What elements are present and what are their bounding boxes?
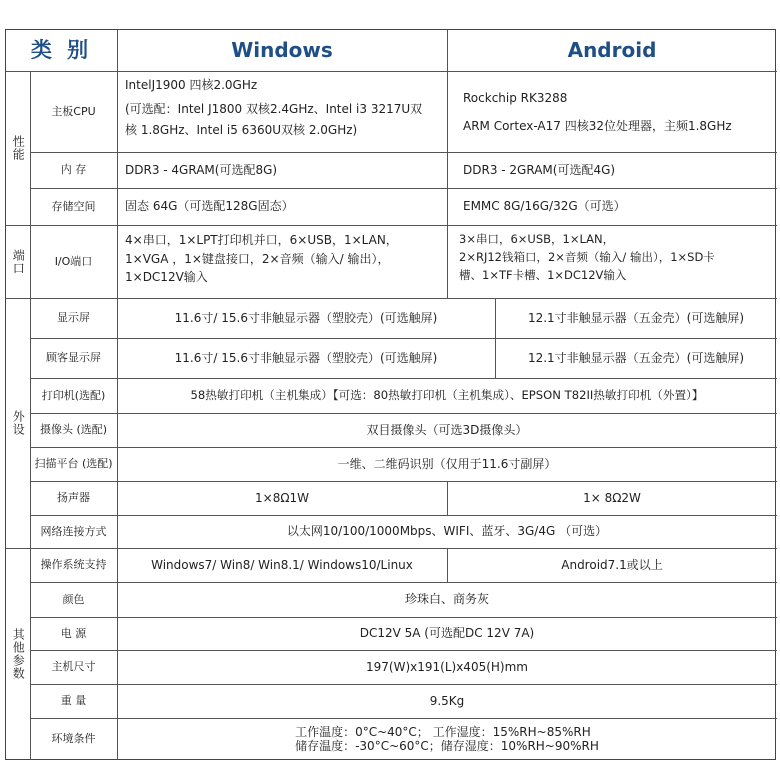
- color-value: 珍珠白、商务灰: [404, 592, 489, 607]
- group-peripherals-cell: [6, 298, 30, 548]
- group-peripherals: 外设: [11, 410, 26, 436]
- speaker-windows: 1×8Ω1W: [255, 490, 309, 505]
- cpu-android-line: ARM Cortex-A17 四核32位处理器，主频1.8GHz: [463, 118, 732, 133]
- color-label: 颜色: [62, 592, 85, 606]
- io-label: I/O端口: [54, 254, 93, 268]
- environment-label: 环境条件: [51, 732, 96, 746]
- group-other: 其他参数: [11, 628, 26, 680]
- storage-label: 存储空间: [51, 199, 96, 213]
- size-label: 主机尺寸: [51, 660, 96, 674]
- speaker-android: 1× 8Ω2W: [583, 490, 641, 505]
- customer-display-windows: 11.6寸/ 15.6寸非触显示器（塑胶壳）(可选触屏): [174, 350, 438, 365]
- customer-display-android: 12.1寸非触显示器（五金壳）(可选触屏): [527, 350, 745, 365]
- io-windows-line: 4×串口，1×LPT打印机并口，6×USB，1×LAN，: [125, 233, 398, 247]
- group-other-cell: [6, 548, 30, 760]
- group-performance-cell: [6, 71, 30, 225]
- io-android-line: 槽、1×TF卡槽、1×DC12V输入: [459, 267, 627, 282]
- io-android: [447, 225, 777, 298]
- group-ports: 端口: [11, 248, 26, 275]
- cpu-windows-line: (可选配：Intel J1800 双核2.4GHz、Intel i3 3217U双: [125, 101, 423, 116]
- os-label: 操作系统支持: [40, 558, 107, 572]
- size-value: 197(W)x191(L)x405(H)mm: [366, 659, 528, 674]
- io-windows-line: 1×DC12V输入: [125, 270, 208, 285]
- os-android: Android7.1或以上: [561, 557, 663, 572]
- environment-line: 工作温度：0°C~40°C； 工作湿度：15%RH~85%RH: [295, 724, 591, 739]
- printer-value: 58热敏打印机（主机集成）【可选：80热敏打印机（主机集成）、EPSON T82II热敏打印机（外置）】: [190, 387, 704, 402]
- display-windows: 11.6寸/ 15.6寸非触显示器（塑胶壳）(可选触屏): [174, 310, 438, 325]
- group-ports-cell: [6, 225, 30, 298]
- storage-windows: 固态 64G（可选配128G固态）: [125, 199, 294, 214]
- scanner-label: 扫描平台 (选配): [34, 457, 113, 471]
- scanner-value: 一维、二维码识别（仅用于11.6寸副屏）: [337, 456, 557, 471]
- cpu-windows-line: 核 1.8GHz、Intel i5 6360U双核 2.0GHz): [125, 123, 358, 138]
- camera-value: 双目摄像头（可选3D摄像头）: [366, 422, 528, 437]
- spec-table: [5, 29, 776, 760]
- environment-line: 储存温度：-30°C~60°C；储存湿度：10%RH~90%RH: [295, 739, 599, 753]
- io-android-line: 2×RJ12钱箱口，2×音频（输入/ 输出），1×SD卡: [459, 249, 715, 264]
- io-windows: [117, 225, 447, 298]
- io-android-line: 3×串口，6×USB，1×LAN，: [459, 232, 615, 246]
- cpu-android: [447, 71, 777, 152]
- memory-windows: DDR3 - 4GRAM(可选配8G): [125, 162, 278, 177]
- group-performance: 性能: [11, 135, 26, 161]
- os-windows: Windows7/ Win8/ Win8.1/ Windows10/Linux: [151, 557, 413, 572]
- weight-value: 9.5Kg: [429, 693, 465, 708]
- power-value: DC12V 5A (可选配DC 12V 7A): [359, 626, 535, 641]
- printer-label: 打印机(选配): [41, 388, 106, 402]
- cpu-windows: [117, 71, 447, 152]
- header-windows: Windows: [231, 38, 333, 62]
- header-android: Android: [567, 38, 657, 62]
- environment-value: [117, 718, 777, 760]
- io-windows-line: 1×VGA ，1×键盘接口，2×音频（输入/ 输出），: [125, 251, 390, 266]
- camera-label: 摄像头 (选配): [39, 423, 108, 437]
- display-android: 12.1寸非触显示器（五金壳）(可选触屏): [527, 310, 745, 325]
- power-label: 电 源: [60, 626, 87, 640]
- network-label: 网络连接方式: [40, 524, 107, 538]
- memory-label: 内 存: [60, 163, 87, 177]
- memory-android: DDR3 - 2GRAM(可选配4G): [463, 162, 616, 177]
- network-value: 以太网10/100/1000Mbps、WIFI、蓝牙、3G/4G （可选）: [286, 524, 608, 539]
- cpu-windows-line: IntelJ1900 四核2.0GHz: [125, 78, 258, 92]
- display-label: 显示屏: [57, 311, 90, 325]
- storage-android: EMMC 8G/16G/32G（可选）: [463, 199, 626, 214]
- customer-display-label: 顾客显示屏: [46, 351, 101, 365]
- cpu-android-line: Rockchip RK3288: [463, 91, 568, 105]
- header-category: 类 别: [30, 38, 93, 63]
- weight-label: 重 量: [60, 694, 87, 708]
- cpu-label: 主板CPU: [51, 104, 96, 118]
- speaker-label: 扬声器: [57, 491, 90, 505]
